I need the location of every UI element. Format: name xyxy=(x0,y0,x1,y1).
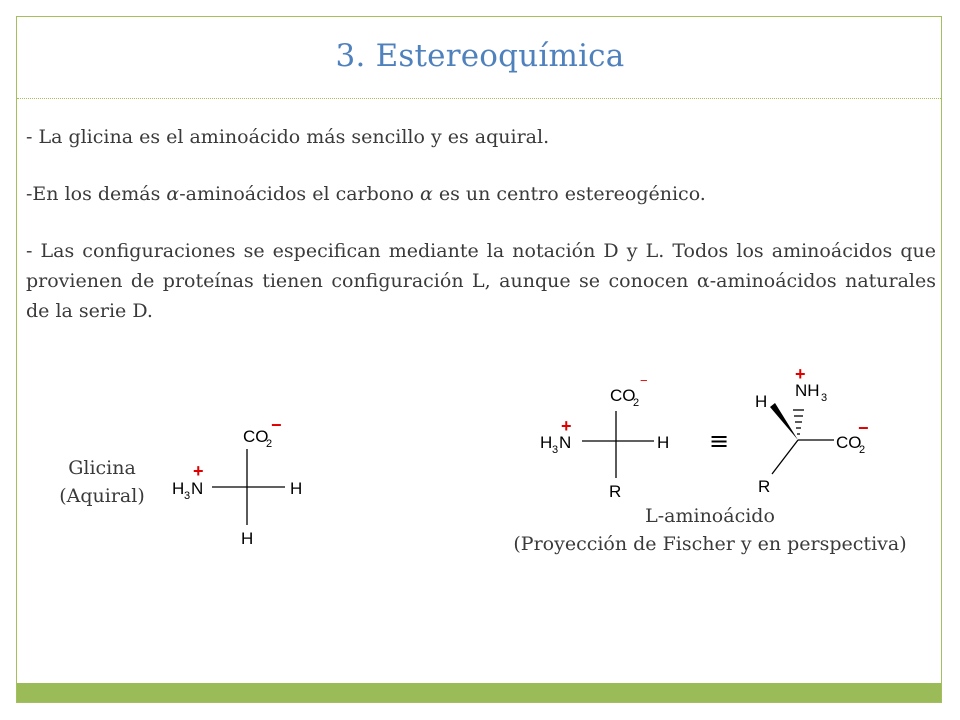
glycine-left-n: N xyxy=(191,479,204,498)
alpha-symbol: α xyxy=(419,183,433,205)
glycine-caption xyxy=(42,454,162,510)
equivalence-symbol: ≡ xyxy=(709,427,730,455)
bullet-glycine: - La glicina es el aminoácido más sencillo y es aquiral. xyxy=(26,126,550,148)
persp-co-charge: − xyxy=(858,418,869,438)
fischer-left-sub: 3 xyxy=(552,444,559,456)
l-aminoacid-caption-note: (Proyección de Fischer y en perspectiva) xyxy=(513,533,907,555)
fischer-top-co: CO xyxy=(610,386,636,405)
l-amino-fischer-structure xyxy=(540,373,669,501)
l-amino-perspective-structure xyxy=(755,364,869,496)
glycine-caption-name: Glicina xyxy=(68,457,136,479)
persp-nh: NH xyxy=(795,381,820,400)
glycine-structure xyxy=(172,415,302,548)
fischer-right-h: H xyxy=(657,433,670,452)
glycine-left-charge: + xyxy=(193,461,204,481)
bullet-configurations: - Las configuraciones se especifican mediante la notación D y L. Todos los aminoácidos que provienen de proteínas tienen configuración L, aunque se conocen α-aminoácidos naturales de la serie D. xyxy=(26,240,936,322)
hash-bond-nh3 xyxy=(793,410,804,434)
alpha-symbol: α xyxy=(166,183,180,205)
glycine-caption-note: (Aquiral) xyxy=(59,485,145,507)
fischer-left-h: H xyxy=(540,433,553,452)
footer-bar xyxy=(17,683,941,702)
glycine-top-charge: − xyxy=(271,415,282,435)
glycine-top-co: CO xyxy=(243,427,269,446)
glycine-left-sub: 3 xyxy=(184,490,191,502)
fischer-left-charge: + xyxy=(561,416,572,436)
persp-nh-sub: 3 xyxy=(821,392,828,404)
wedge-bond-h xyxy=(770,403,798,440)
l-aminoacid-caption-name: L-aminoácido xyxy=(645,505,775,527)
bullet-2-post: es un centro estereogénico. xyxy=(432,183,706,205)
glycine-left-h: H xyxy=(172,479,185,498)
persp-r: R xyxy=(758,477,771,496)
glycine-bottom-h: H xyxy=(241,529,254,548)
bullet-2-mid: -aminoácidos el carbono xyxy=(179,183,420,205)
persp-co: CO xyxy=(836,433,862,452)
persp-h: H xyxy=(755,392,768,411)
fischer-top-sub: 2 xyxy=(633,397,640,409)
l-aminoacid-caption xyxy=(470,502,950,558)
bullet-2-pre: -En los demás xyxy=(26,183,167,205)
persp-co-sub: 2 xyxy=(859,444,866,456)
bond-r xyxy=(772,440,798,474)
slide-title: 3. Estereoquímica xyxy=(335,38,625,74)
glycine-right-h: H xyxy=(290,479,303,498)
persp-nh-charge: + xyxy=(795,364,806,384)
fischer-top-charge: − xyxy=(640,373,648,388)
fischer-bottom-r: R xyxy=(609,482,622,501)
glycine-top-sub: 2 xyxy=(266,438,273,450)
fischer-left-n: N xyxy=(559,433,572,452)
